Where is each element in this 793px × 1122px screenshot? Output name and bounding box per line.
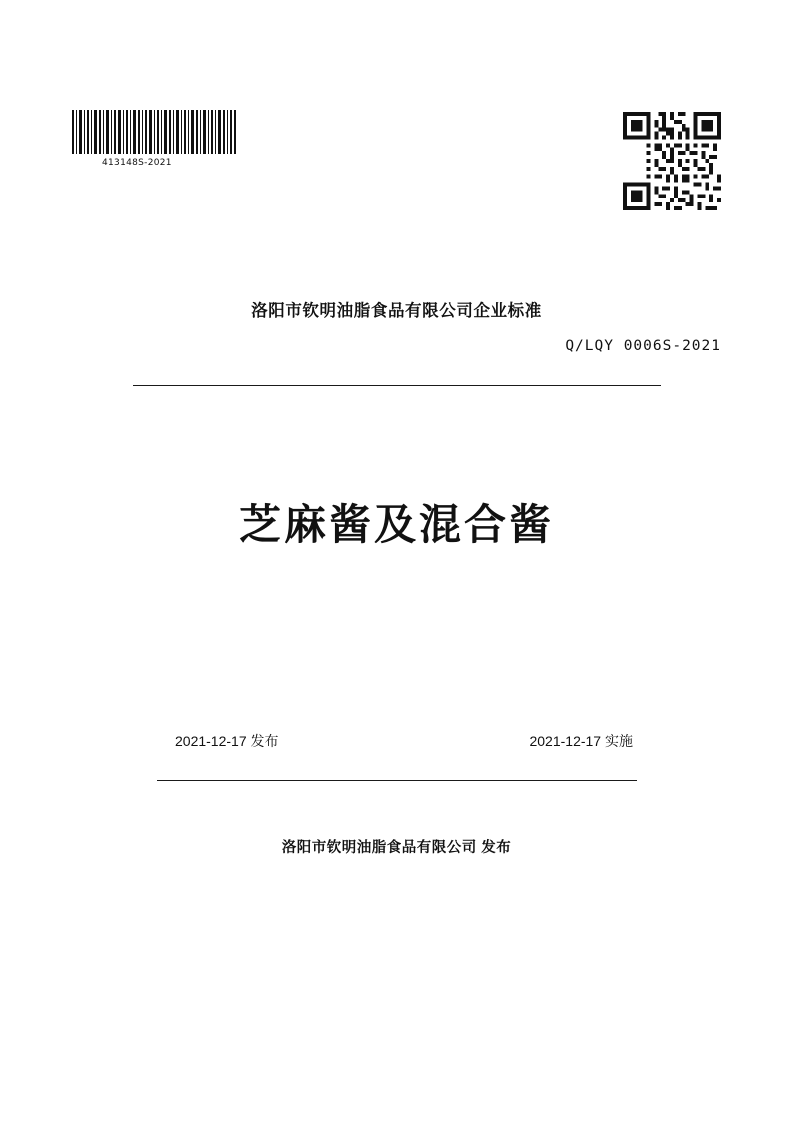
divider-top xyxy=(133,385,661,386)
page-title: 芝麻酱及混合酱 xyxy=(238,501,554,548)
barcode-icon xyxy=(72,110,238,154)
barcode-block xyxy=(72,110,238,168)
barcode-number: 413148S-2021 xyxy=(102,158,172,168)
publisher-line: 洛阳市钦明油脂食品有限公司 发布 xyxy=(281,840,512,856)
implementation-date: 2021-12-17 实施 xyxy=(529,733,633,749)
qr-code-icon xyxy=(623,112,721,210)
date-row xyxy=(133,731,661,751)
qr-code-block xyxy=(623,112,721,210)
divider-bottom xyxy=(157,780,637,781)
company-standard-heading: 洛阳市钦明油脂食品有限公司企业标准 xyxy=(251,302,542,320)
standard-code: Q/LQY 0006S-2021 xyxy=(565,338,721,354)
issue-date: 2021-12-17 发布 xyxy=(175,733,279,749)
